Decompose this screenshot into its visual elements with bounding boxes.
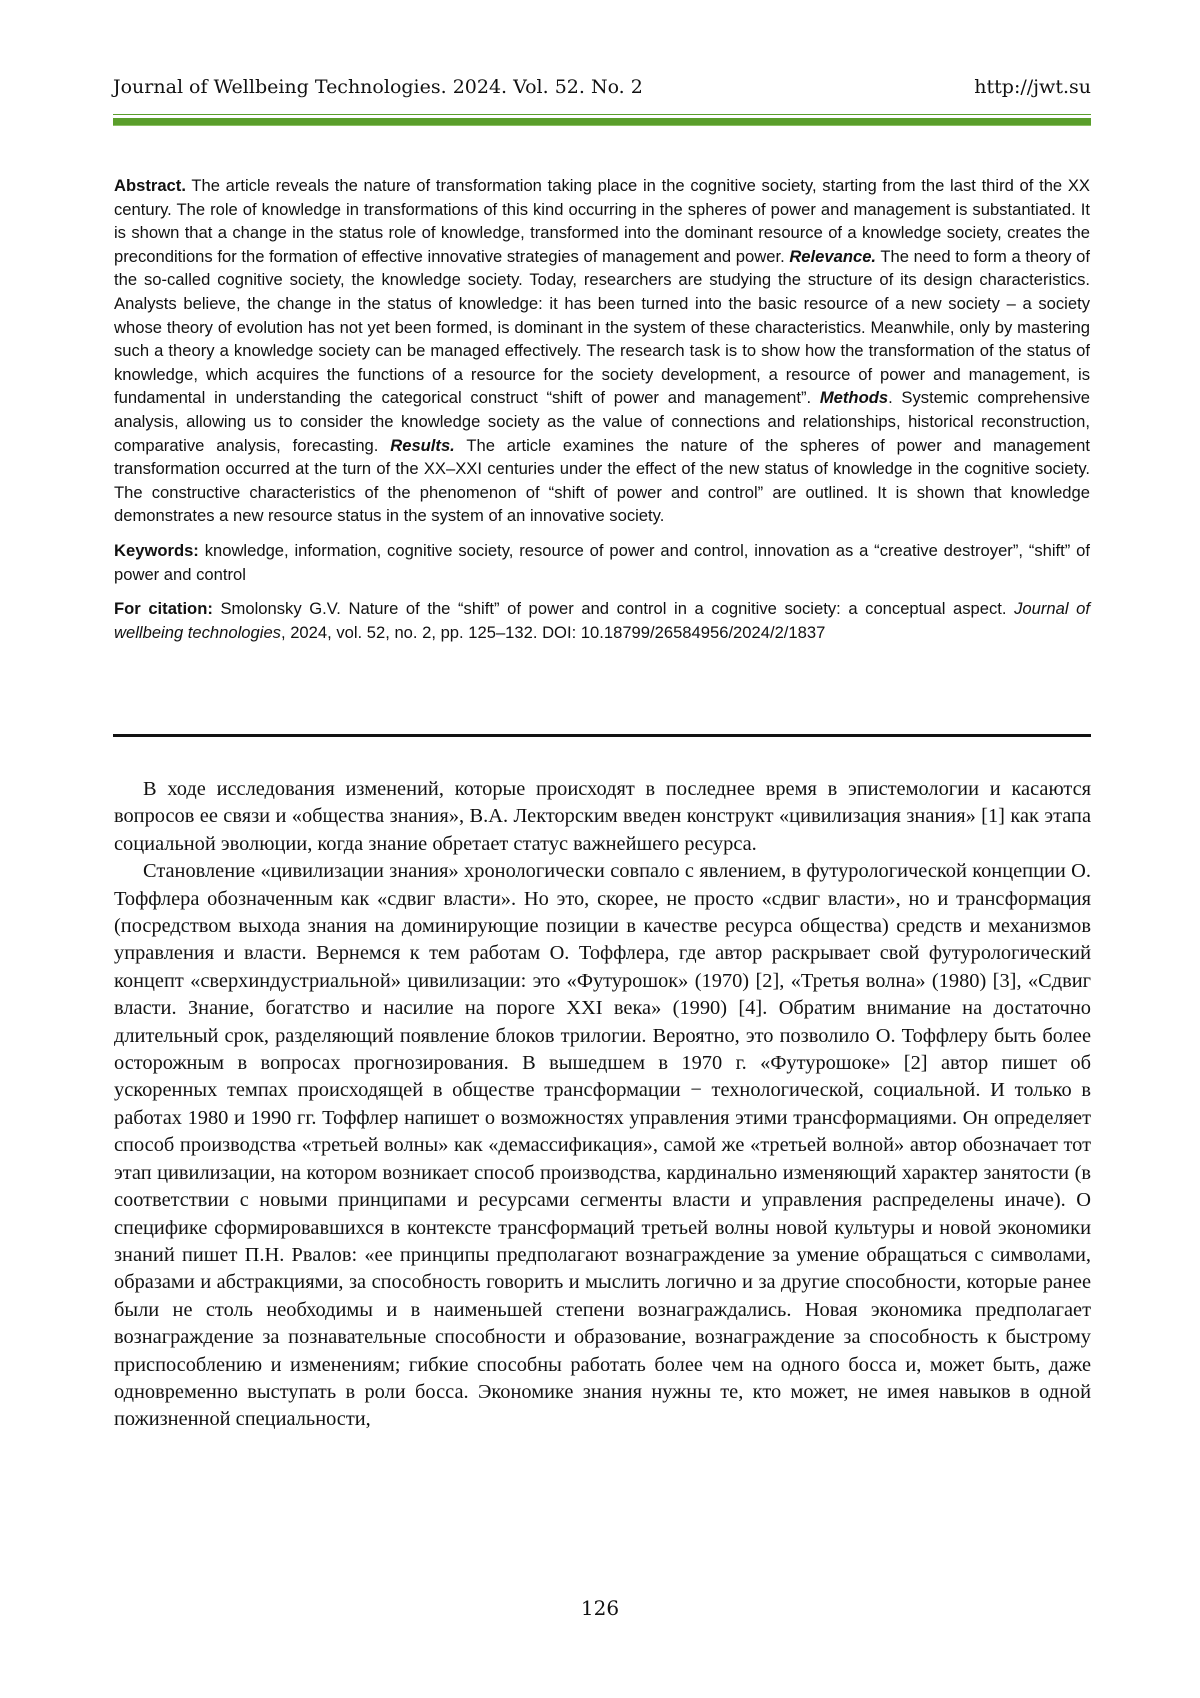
relevance-label: Relevance. xyxy=(789,246,877,266)
abstract-text-3: . Systemic comprehensive analysis, allowing us to consider the knowledge society as the value of connections and relationships, historical reconstruction, comparative analysis, forecasting. xyxy=(114,388,1090,455)
keywords-paragraph xyxy=(114,539,1090,586)
keywords-label: Keywords: xyxy=(114,540,199,560)
citation-label: For citation: xyxy=(114,599,213,619)
body-paragraph-1: В ходе исследования изменений, которые происходят в последнее время в эпистемологии и касаются вопросов ее связи и «общества знания», В.А. Лекторским введен конструкт «цивилизация знания» [1] как этапа социальной эволюции, когда знание обретает статус важнейшего ресурса. xyxy=(114,778,1091,855)
abstract-text-1: The article reveals the nature of transformation taking place in the cognitive society, starting from the last third of the XX century. The role of knowledge in transformations of this kind occurring in the spheres of power and management is substantiated. It is shown that a change in the status role of knowledge, transformed into the dominant resource of a knowledge society, creates the preconditions for the formation of effective innovative strategies of management and power. xyxy=(114,176,1090,266)
abstract-rule xyxy=(113,734,1091,737)
abstract-paragraph xyxy=(114,174,1090,528)
body-paragraph-2: Становление «цивилизации знания» хронологически совпало с явлением, в футурологической концепции О. Тоффлера обозначенным как «сдвиг власти». Но это, скорее, не просто «сдвиг власти», но и трансформация (посредством выхода знания на доминирующие позиции в качестве ресурса общества) средств и механизмов управления и власти. Вернемся к тем работам О. Тоффлера, где автор раскрывает свой футурологический концепт «сверхиндустриальной» цивилизации: это «Футурошок» (1970) [2], «Третья волна» (1980) [3], «Сдвиг власти. Знание, богатство и насилие на пороге XXI века» (1990) [4]. Обратим внимание на достаточно длительный срок, разделяющий появление блоков трилогии. Вероятно, это позволило О. Тоффлеру быть более осторожным в вопросах прогнозирования. В вышедшем в 1970 г. «Футурошоке» [2] автор пишет об ускоренных темпах происходящей в обществе трансформации − технологической, социальной. И только в работах 1980 и 1990 гг. Тоффлер напишет о возможностях управления этими трансформациями. Он определяет способ производства «третьей волны» как «демассификация», самой же «третьей волной» автор обозначает тот этап цивилизации, на котором возникает способ производства, кардинально изменяющий характер занятости (в соответствии с новыми принципами и ресурсами сегменты власти и управления распределены иначе). О специфике сформировавшихся в контексте трансформаций третьей волны новой культуры и новой экономики знаний пишет П.Н. Рвалов: «ее принципы предполагают вознаграждение за умение обращаться с символами, образами и абстракциями, за способность говорить и мыслить логично и за другие способности, которые ранее были не столь необходимы и в наименьшей степени вознаграждались. Новая экономика предполагает вознаграждение за познавательные способности и образование, вознаграждение за способность к быстрому приспособлению и изменениям; гибкие способны работать более чем на одного босса и, может быть, даже одновременно выступать в роли босса. Экономике знания нужны те, кто может, не имея навыков в одной пожизненной специальности, xyxy=(114,860,1091,1431)
abstract-text-2: The need to form a theory of the so-called cognitive society, the knowledge society. Today, researchers are studying the structure of its design characteristics. Analysts believe, the change in the status of knowledge: it has been turned into the basic resource of a new society – a society whose theory of evolution has not yet been formed, is dominant in the system of these characteristics. Meanwhile, only by mastering such a theory a knowledge society can be managed effectively. The research task is to show how the transformation of the status of knowledge, which acquires the functions of a resource for the society development, a resource of power and management, is fundamental in understanding the categorical construct “shift of power and management”. xyxy=(114,246,1090,408)
citation-text: Smolonsky G.V. Nature of the “shift” of power and control in a cognitive society: a conceptual aspect. xyxy=(212,599,1015,619)
page-number: 126 xyxy=(580,1596,620,1620)
abstract-label: Abstract. xyxy=(114,176,186,195)
keywords-text: knowledge, information, cognitive society, resource of power and control, innovation as a “creative destroyer”, “shift” of power and control xyxy=(114,540,1090,584)
citation-journal: Journal of wellbeing technologies xyxy=(114,599,1090,642)
running-header xyxy=(113,72,1091,108)
abstract-text-4: The article examines the nature of the spheres of power and management transformation occurred at the turn of the XX–XXI centuries under the effect of the new status of knowledge in the cognitive society. The constructive characteristics of the phenomenon of “shift of power and control” are outlined. It is shown that knowledge demonstrates a new resource status in the system of an innovative society. xyxy=(114,435,1090,526)
results-label: Results. xyxy=(390,435,455,455)
journal-url[interactable]: http://jwt.su xyxy=(974,76,1091,98)
journal-title: Journal of Wellbeing Technologies. 2024. Vol. 52. No. 2 xyxy=(113,76,643,98)
abstract-block xyxy=(114,174,1090,655)
methods-label: Methods xyxy=(819,388,889,408)
main-text xyxy=(114,776,1091,1434)
header-rule xyxy=(113,118,1091,126)
citation-tail: , 2024, vol. 52, no. 2, pp. 125–132. DOI: 10.18799/26584956/2024/2/1837 xyxy=(280,622,826,642)
citation-paragraph xyxy=(114,597,1090,644)
